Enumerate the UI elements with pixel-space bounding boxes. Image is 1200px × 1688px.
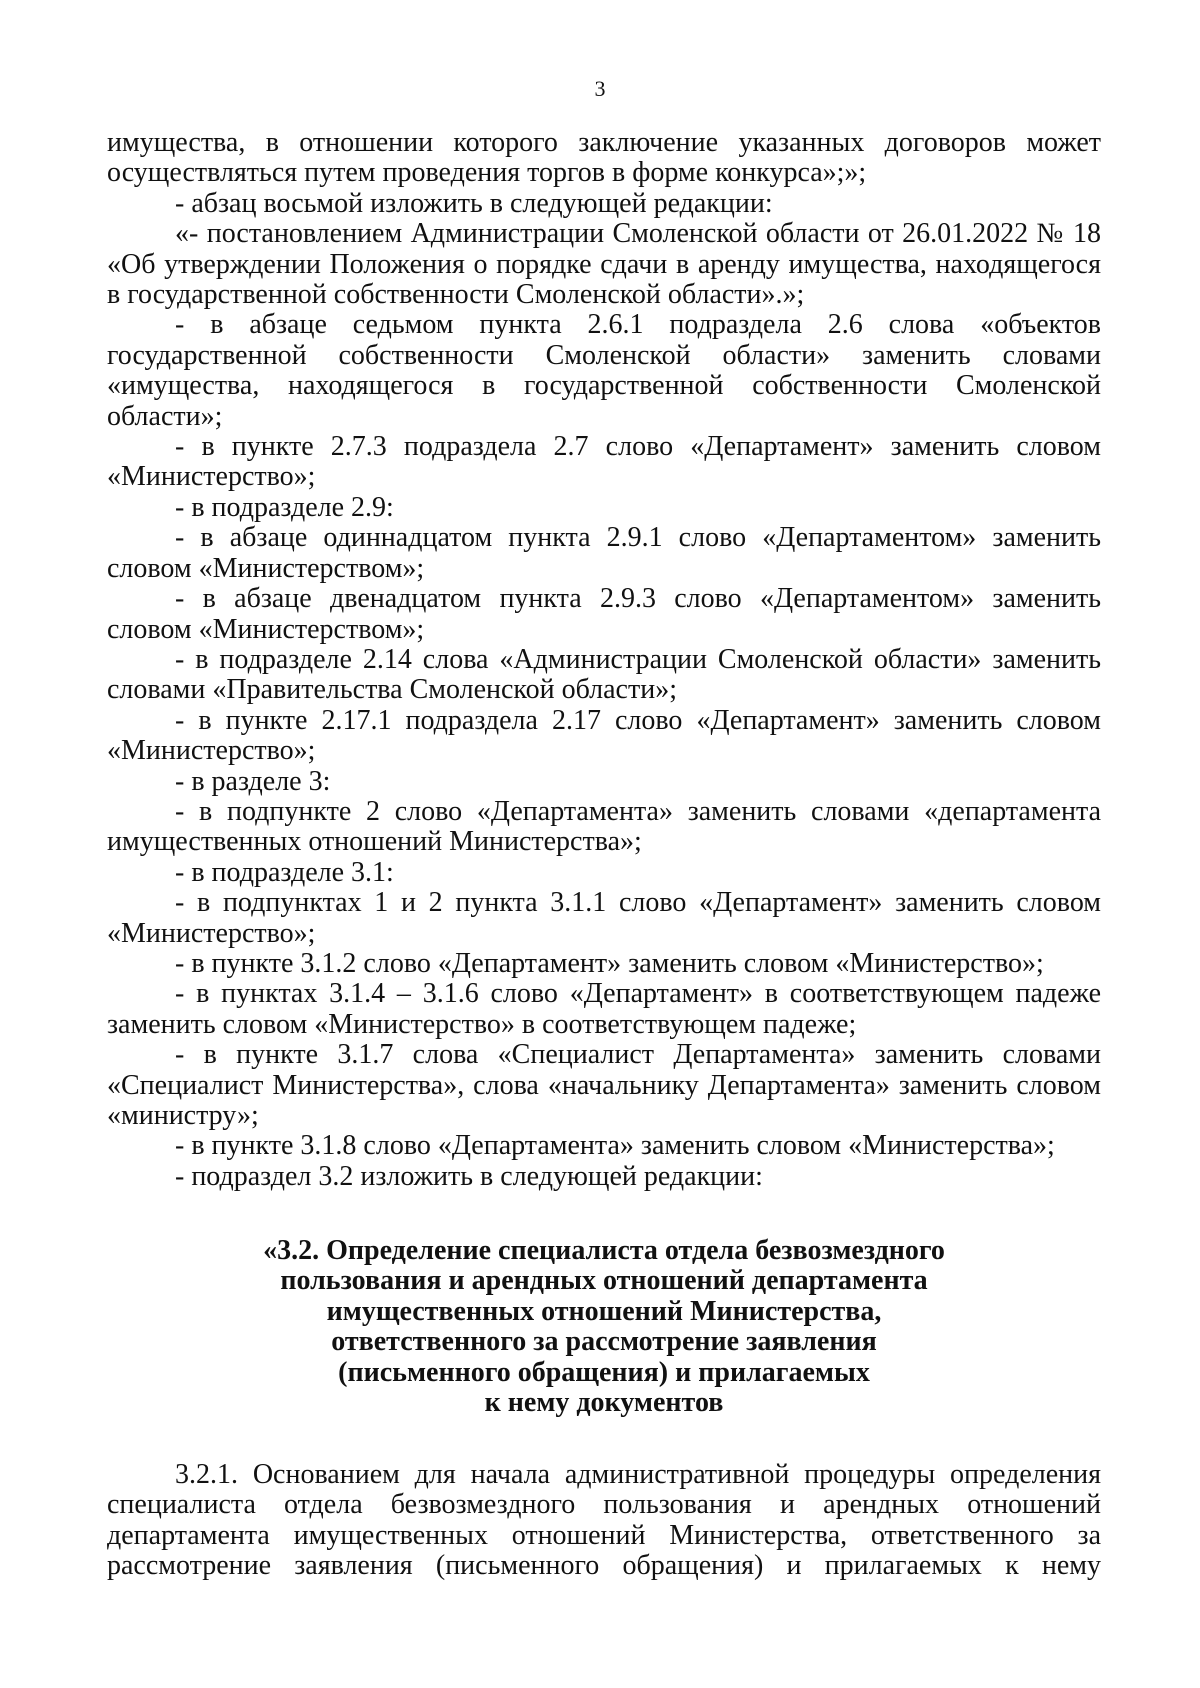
paragraph: - в разделе 3: bbox=[175, 765, 331, 797]
paragraph: - в подразделе 3.1: bbox=[175, 856, 394, 888]
paragraph: - в подпункте 2 слово «Департамента» заменить словами «департамента имущественных отношений Министерства»; bbox=[107, 795, 1101, 858]
paragraph: - в подразделе 2.14 слова «Администрации Смоленской области» заменить словами «Правительства Смоленской области»; bbox=[107, 643, 1101, 706]
page-number: 3 bbox=[594, 76, 606, 101]
paragraph: - абзац восьмой изложить в следующей редакции: bbox=[175, 187, 773, 219]
paragraph: - в пункте 2.17.1 подраздела 2.17 слово «Департамент» заменить словом «Министерство»; bbox=[107, 704, 1101, 767]
heading-line: «3.2. Определение специалиста отдела безвозмездного bbox=[263, 1235, 945, 1266]
final-paragraph-block bbox=[107, 1460, 1101, 1582]
paragraph: имущества, в отношении которого заключение указанных договоров может осуществляться путем проведения торгов в форме конкурса»;»; bbox=[107, 127, 1101, 189]
paragraph: 3.2.1. Основанием для начала административной процедуры определения специалиста отдела безвозмездного пользования и арендных отношений департамента имущественных отношений Министерства, ответственного за рассмотрение заявления (письменного обращения) и прилагаемых к нему bbox=[107, 1459, 1101, 1582]
section-heading bbox=[107, 1236, 1101, 1418]
paragraph: - в пункте 2.7.3 подраздела 2.7 слово «Департамент» заменить словом «Министерство»; bbox=[107, 431, 1101, 493]
heading-line: ответственного за рассмотрение заявления bbox=[331, 1326, 877, 1358]
heading-line: к нему документов bbox=[484, 1387, 724, 1419]
heading-line: (письменного обращения) и прилагаемых bbox=[338, 1356, 870, 1388]
paragraph: - в абзаце двенадцатом пункта 2.9.3 слово «Департаментом» заменить словом «Министерством»; bbox=[107, 583, 1101, 645]
paragraph: - в пунктах 3.1.4 – 3.1.6 слово «Департамент» в соответствующем падеже заменить словом «Министерство» в соответствующем падеже; bbox=[107, 978, 1101, 1040]
heading-line: пользования и арендных отношений департамента bbox=[280, 1265, 928, 1297]
paragraph: - в абзаце одиннадцатом пункта 2.9.1 слово «Департаментом» заменить словом «Министерством»; bbox=[107, 522, 1101, 584]
paragraph: - в пункте 3.1.7 слова «Специалист Департамента» заменить словами «Специалист Министерства», слова «начальнику Департамента» заменить словом «министру»; bbox=[107, 1039, 1101, 1131]
paragraph: - в пункте 3.1.8 слово «Департамента» заменить словом «Министерства»; bbox=[175, 1130, 1055, 1162]
paragraph: - в подразделе 2.9: bbox=[175, 491, 394, 523]
paragraph: - в абзаце седьмом пункта 2.6.1 подраздела 2.6 слова «объектов государственной собственности Смоленской области» заменить словами «имущества, находящегося в государственной собственности Смоленской области»; bbox=[107, 309, 1101, 432]
paragraph: - подраздел 3.2 изложить в следующей редакции: bbox=[175, 1160, 763, 1192]
amendments-body bbox=[107, 128, 1101, 1192]
paragraph: - в пункте 3.1.2 слово «Департамент» заменить словом «Министерство»; bbox=[175, 947, 1044, 979]
paragraph: - в подпунктах 1 и 2 пункта 3.1.1 слово «Департамент» заменить словом «Министерство»; bbox=[107, 887, 1101, 949]
paragraph: «- постановлением Администрации Смоленской области от 26.01.2022 № 18 «Об утверждении Положения о порядке сдачи в аренду имущества, находящегося в государственной собственности Смоленской области».»; bbox=[107, 218, 1101, 311]
heading-line: имущественных отношений Министерства, bbox=[326, 1295, 882, 1327]
